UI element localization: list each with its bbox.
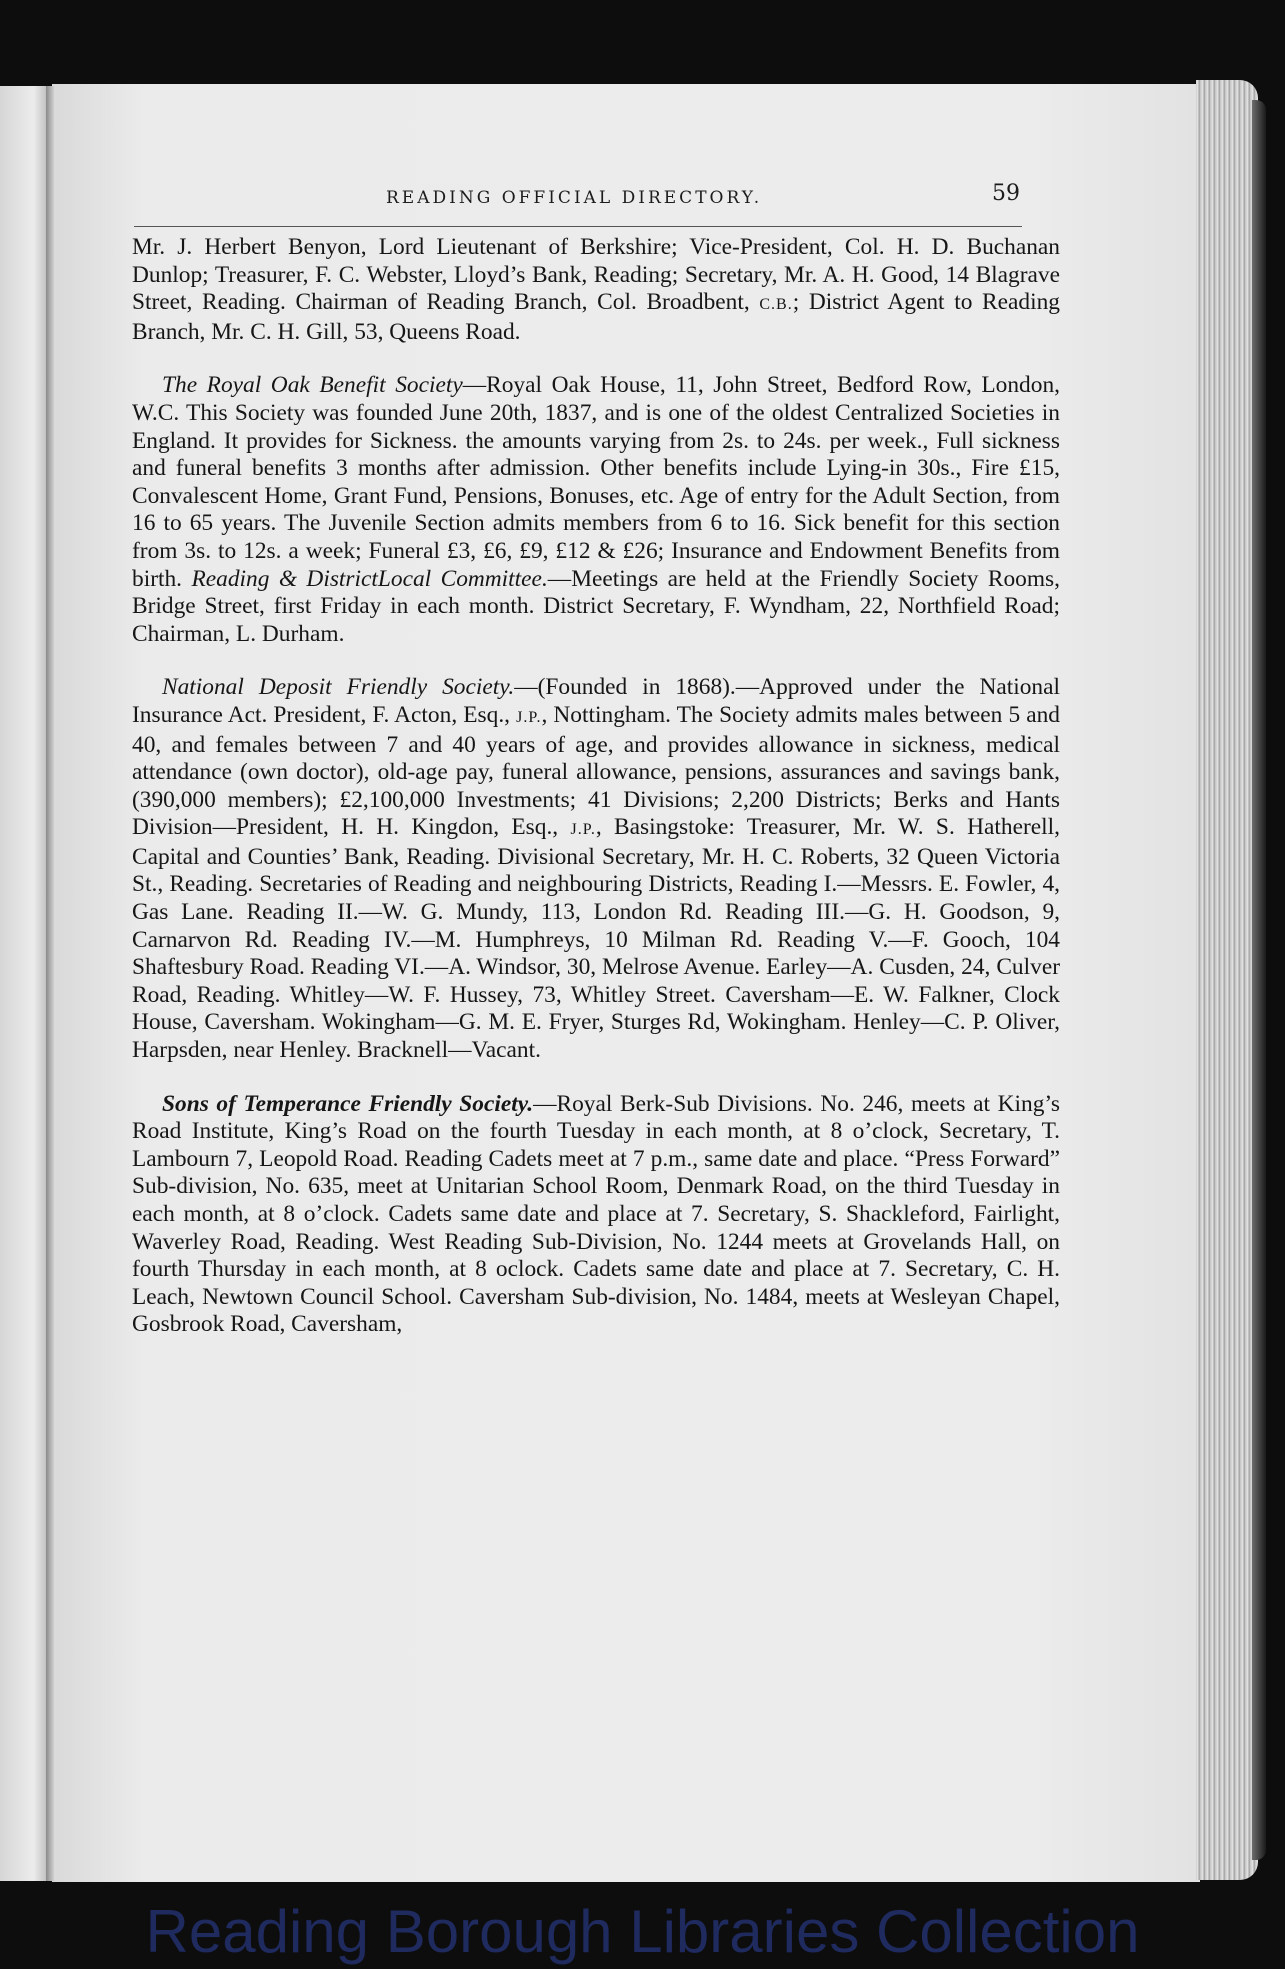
page-gutter <box>46 86 54 1881</box>
committee-name: Reading & DistrictLocal Committee. <box>191 565 548 592</box>
page-stack-edge <box>1196 80 1258 1880</box>
left-page-edge <box>0 86 48 1881</box>
running-head: READING OFFICIAL DIRECTORY. <box>386 188 763 208</box>
entry-royal-oak-benefit-society: The Royal Oak Benefit Society—Royal Oak House, 11, John Street, Bedford Row, London, W.C. This Society was founded June 20th, 1837, and is one of the oldest Centralized Societies in England. It provides for Sickness. the amounts varying from 2s. to 24s. per week., Full sickness and funeral benefits 3 months after admission. Other benefits include Lying-in 30s., Fire £15, Convalescent Home, Grant Fund, Pensions, Bonuses, etc. Age of entry for the Adult Section, from 16 to 65 years. The Juvenile Section admits members from 6 to 16. Sick benefit for this section from 3s. to 12s. a week; Funeral £3, £6, £9, £12 & £26; Insurance and Endowment Benefits from birth. Reading & DistrictLocal Committee.—Meetings are held at the Friendly Society Rooms, Bridge Street, first Friday in each month. District Secretary, F. Wyndham, 22, Northfield Road; Chairman, L. Durham. <box>132 372 1061 647</box>
society-name: The Royal Oak Benefit Society <box>162 372 463 399</box>
collection-watermark: Reading Borough Libraries Collection <box>145 1898 1140 1965</box>
society-name: Sons of Temperance Friendly Society. <box>162 1090 534 1117</box>
page-stack-shadow <box>1252 100 1266 1860</box>
society-name: National Deposit Friendly Society. <box>162 674 515 701</box>
entry-national-deposit-friendly-society: National Deposit Friendly Society.—(Founded in 1868).—Approved under the National Insurance Act. President, F. Acton, Esq., J.P., Nottingham. The Society admits males between 5 and 40, and females between 7 and 40 years of age, and provides allowance in sickness, medical attendance (own doctor), old-age pay, funeral allowance, pensions, assurances and savings bank, (390,000 members); £2,100,000 Investments; 41 Divisions; 2,200 Districts; Berks and Hants Division—President, H. H. Kingdon, Esq., J.P., Basingstoke: Treasurer, Mr. W. S. Hatherell, Capital and Counties’ Bank, Reading. Divisional Secretary, Mr. H. C. Roberts, 32 Queen Victoria St., Reading. Secretaries of Reading and neighbouring Districts, Reading I.—Messrs. E. Fowler, 4, Gas Lane. Reading II.—W. G. Mundy, 113, London Rd. Reading III.—G. H. Goodson, 9, Carnarvon Rd. Reading IV.—M. Humphreys, 10 Milman Rd. Reading V.—F. Gooch, 104 Shaftesbury Road. Reading VI.—A. Windsor, 30, Melrose Avenue. Earley—A. Cusden, 24, Culver Road, Reading. Whitley—W. F. Hussey, 73, Whitley Street. Caversham—E. W. Falkner, Clock House, Caversham. Wokingham—G. M. E. Fryer, Sturges Rd, Wokingham. Henley—C. P. Oliver, Harpsden, near Henley. Bracknell—Vacant. <box>132 674 1061 1064</box>
entry-sons-of-temperance: Sons of Temperance Friendly Society.—Royal Berk-Sub Divisions. No. 246, meets at King’s Road Institute, King’s Road on the fourth Tuesday in each month, at 8 o’clock, Secretary, T. Lambourn 7, Leopold Road. Reading Cadets meet at 7 p.m., same date and place. “Press Forward” Sub-division, No. 635, meet at Unitarian School Room, Denmark Road, on the third Tuesday in each month, at 8 o’clock. Cadets same date and place at 7. Secretary, S. Shackleford, Fairlight, Waverley Road, Reading. West Reading Sub-Division, No. 1244 meets at Grovelands Hall, on fourth Thursday in each month, at 8 oclock. Cadets same date and place at 7. Secretary, C. H. Leach, Newtown Council School. Caversham Sub-division, No. 1484, meets at Wesleyan Chapel, Gosbrook Road, Caversham, <box>132 1090 1060 1338</box>
page-number: 59 <box>992 181 1020 206</box>
header-rule <box>134 226 1022 227</box>
entry-berkshire-society: Mr. J. Herbert Benyon, Lord Lieutenant of Berkshire; Vice-President, Col. H. D. Buchanan Dunlop; Treasurer, F. C. Webster, Lloyd’s Bank, Reading; Secretary, Mr. A. H. Good, 14 Blagrave Street, Reading. Chairman of Reading Branch, Col. Broadbent, C.B.; District Agent to Reading Branch, Mr. C. H. Gill, 53, Queens Road. <box>132 234 1060 345</box>
directory-text <box>132 234 1060 1339</box>
